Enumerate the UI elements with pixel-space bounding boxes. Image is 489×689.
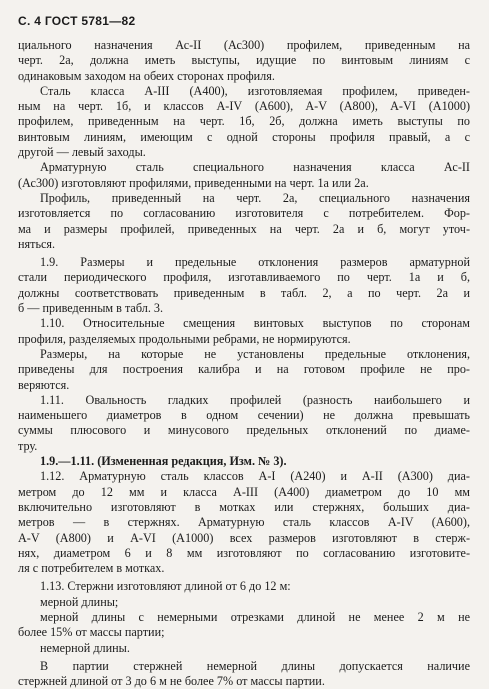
text-line: наименьшего диаметров в одном сечении) не должна превышать xyxy=(18,408,470,423)
text-line: Арматурную сталь специального назначения класса Ас-II xyxy=(40,160,470,175)
text-line: профиля, разделяемых продольными ребрами, не нормируются. xyxy=(18,331,351,346)
text-line: няться. xyxy=(18,236,56,251)
paragraph xyxy=(18,255,470,316)
text-line: винтовым линиям, имеющим с одной стороны профиля правый, а с xyxy=(18,129,470,144)
document-body xyxy=(18,38,470,689)
paragraph xyxy=(18,469,470,576)
text-line: метром до 12 мм и класса A-III (А400) диаметром до 10 мм xyxy=(18,484,470,499)
text-line: мерной длины с немерными отрезками длиной не менее 2 м не xyxy=(40,609,470,624)
text-line: циального назначения Ас-II (Ас300) профилем, приведенным на xyxy=(18,38,470,52)
text-line: другой — левый заходы. xyxy=(18,145,146,160)
paragraph xyxy=(18,38,470,84)
text-line: Размеры, на которые не установлены предельные отклонения, xyxy=(40,346,470,361)
paragraph xyxy=(18,316,470,347)
paragraph xyxy=(18,84,470,160)
text-line: A-V (А800) и A-VI (А1000) всех размеров изготовляют в стерж- xyxy=(18,530,470,545)
text-line: стержней длиной от 3 до 6 м не более 7% от массы партии. xyxy=(18,674,325,689)
text-line: веряются. xyxy=(18,377,70,392)
text-line: 1.13. Стержни изготовляют длиной от 6 до 12 м: xyxy=(40,579,291,594)
text-line: одинаковым заходом на обеих сторонах профиля. xyxy=(18,68,275,83)
text-line: Сталь класса A-III (А400), изготовляемая профилем, приведен- xyxy=(40,83,470,98)
paragraph xyxy=(18,393,470,454)
paragraph xyxy=(18,191,470,252)
paragraph xyxy=(18,659,470,689)
text-line: черт. 2а, должна иметь выступы, идущие по винтовым линиям с xyxy=(18,53,470,68)
text-line: 1.12. Арматурную сталь классов A-I (А240) и A-II (А300) диа- xyxy=(40,469,470,484)
text-line: суммы плюсового и минусового предельных отклонений по диаме- xyxy=(18,423,470,438)
text-line: метров — в стержнях. Арматурную сталь классов A-IV (А600), xyxy=(18,515,470,530)
paragraph xyxy=(18,347,470,393)
text-line: ма и размеры профилей, приведенных на черт. 2а и б, могут уточ- xyxy=(18,221,470,236)
text-line: должны соответствовать приведенным в табл. 2, а по черт. 2а и xyxy=(18,285,470,300)
text-line: мерной длины; xyxy=(40,594,119,609)
text-line: б — приведенным в табл. 3. xyxy=(18,301,164,316)
text-line: стали периодического профиля, изготавливаемого по черт. 1а и б, xyxy=(18,270,470,285)
paragraph xyxy=(18,160,470,191)
text-line: нях, диаметром 6 и 8 мм изготовляют по согласованию изготовите- xyxy=(18,545,470,560)
text-line: немерной длины. xyxy=(40,640,130,655)
text-line: ным на черт. 1б, и классов A-IV (А600), A-V (А800), A-VI (А1000) xyxy=(18,99,470,114)
text-line: более 15% от массы партии; xyxy=(18,625,165,640)
text-line: Профиль, приведенный на черт. 2а, специального назначения xyxy=(40,190,470,205)
revision-note: 1.9.—1.11. (Измененная редакция, Изм. № 3). xyxy=(40,454,287,469)
text-line: тру. xyxy=(18,438,38,453)
text-line: (Ас300) изготовляют профилями, приведенными на черт. 1а или 2а. xyxy=(18,175,369,190)
text-line: ля с потребителем в мотках. xyxy=(18,561,165,576)
text-line: 1.11. Овальность гладких профилей (разность наибольшего и xyxy=(40,392,470,407)
text-line: 1.10. Относительные смещения винтовых выступов по сторонам xyxy=(40,316,470,331)
page-header: С. 4 ГОСТ 5781—82 xyxy=(18,14,136,28)
paragraph xyxy=(18,454,470,469)
text-line: В партии стержней немерной длины допускается наличие xyxy=(40,658,470,673)
text-line: включительно изготовляют в мотках или стержнях, больших диа- xyxy=(18,499,470,514)
paragraph xyxy=(18,579,470,655)
text-line: профилем, приведенным на черт. 1б, 2б, должна иметь выступы по xyxy=(18,114,470,129)
text-line: 1.9. Размеры и предельные отклонения размеров арматурной xyxy=(40,255,470,270)
text-line: приведены для построения калибра и на готовом профиле не про- xyxy=(18,362,470,377)
text-line: изготовляется по согласованию изготовителя с потребителем. Фор- xyxy=(18,206,470,221)
